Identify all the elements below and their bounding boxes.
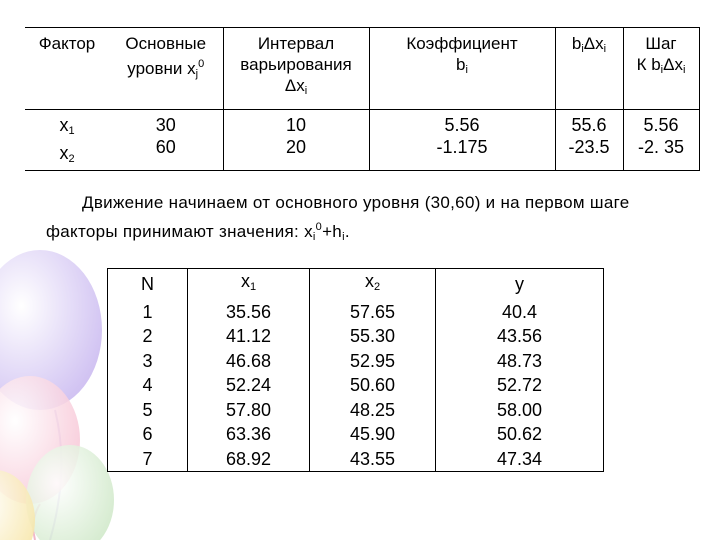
table-row <box>108 398 604 423</box>
cell-x2: 48.25 <box>310 398 436 423</box>
cell-x2: 50.60 <box>310 373 436 398</box>
table-row <box>108 447 604 472</box>
cell-x2: 55.30 <box>310 324 436 349</box>
cell-y: 50.62 <box>436 422 604 447</box>
table-row <box>108 373 604 398</box>
cell-intervals: 10 20 <box>223 110 369 171</box>
table-row <box>108 324 604 349</box>
cell-y: 43.56 <box>436 324 604 349</box>
header-x1: $x_1$ <box>188 269 310 300</box>
header-y: y <box>436 269 604 300</box>
cell-coefficients: 5.56 -1.175 <box>369 110 555 171</box>
cell-x1: 52.24 <box>188 373 310 398</box>
cell-y: 48.73 <box>436 349 604 374</box>
cell-x1: 46.68 <box>188 349 310 374</box>
cell-x2: 57.65 <box>310 300 436 325</box>
description-paragraph: Движение начинаем от основного уровня (30,60) и на первом шаге факторы принимают значения: $x_i^0+h_i$. <box>46 193 630 243</box>
steps-header-row <box>108 269 604 300</box>
cell-n: 2 <box>108 324 188 349</box>
cell-x2: 52.95 <box>310 349 436 374</box>
table-row <box>108 300 604 325</box>
cell-n: 6 <box>108 422 188 447</box>
cell-products: 55.6 -23.5 <box>555 110 623 171</box>
cell-x2: 43.55 <box>310 447 436 472</box>
cell-y: 58.00 <box>436 398 604 423</box>
factor-table-body-row <box>25 110 699 171</box>
table-row <box>108 349 604 374</box>
cell-n: 4 <box>108 373 188 398</box>
table-row <box>108 422 604 447</box>
cell-factors: $x_1$ $x_2$ <box>25 110 109 171</box>
header-n: N <box>108 269 188 300</box>
cell-y: 40.4 <box>436 300 604 325</box>
cell-x2: 45.90 <box>310 422 436 447</box>
cell-x1: 35.56 <box>188 300 310 325</box>
header-coefficient: Коэффициент $b_i$ <box>369 28 555 110</box>
cell-x1: 63.36 <box>188 422 310 447</box>
cell-x1: 68.92 <box>188 447 310 472</box>
cell-x1: 41.12 <box>188 324 310 349</box>
cell-n: 1 <box>108 300 188 325</box>
steps-table <box>107 268 604 472</box>
cell-y: 52.72 <box>436 373 604 398</box>
header-product: $b_i\Delta x_i$ <box>555 28 623 110</box>
header-base-levels: Основные уровни $x_j^0$ <box>109 28 223 110</box>
header-factor: Фактор <box>25 28 109 110</box>
factor-table <box>25 27 700 171</box>
factor-table-header-row <box>25 28 699 110</box>
cell-n: 5 <box>108 398 188 423</box>
cell-n: 3 <box>108 349 188 374</box>
cell-n: 7 <box>108 447 188 472</box>
cell-levels: 30 60 <box>109 110 223 171</box>
cell-steps: 5.56 -2. 35 <box>623 110 699 171</box>
header-step: Шаг К $b_i\Delta x_i$ <box>623 28 699 110</box>
cell-y: 47.34 <box>436 447 604 472</box>
header-interval: Интервал варьирования $\Delta x_i$ <box>223 28 369 110</box>
header-x2: $x_2$ <box>310 269 436 300</box>
cell-x1: 57.80 <box>188 398 310 423</box>
